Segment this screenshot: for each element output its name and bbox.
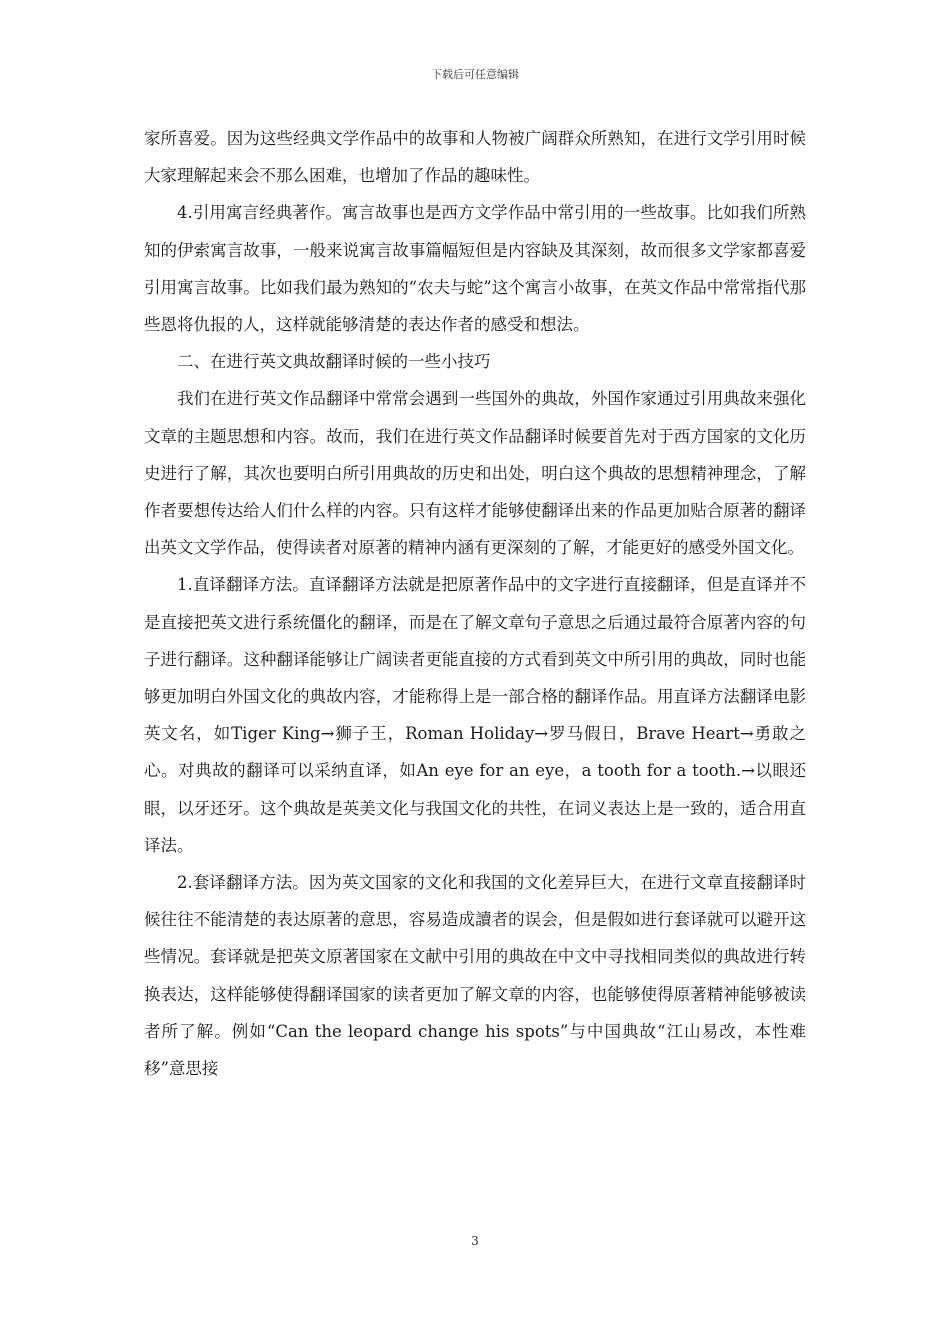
paragraph-literal-translation: 1.直译翻译方法。直译翻译方法就是把原著作品中的文字进行直接翻译，但是直译并不是直接把英文进行系统僵化的翻译，而是在了解文章句子意思之后通过最符合原著内容的句子进行翻译。这种翻译能够让广阔读者更能直接的方式看到英文中所引用的典故，同时也能够更加明白外国文化的典故内容，才能称得上是一部合格的翻译作品。用直译方法翻译电影英文名，如Tiger King→狮子王，Roman Holiday→罗马假日，Brave Heart→勇敢之心。对典故的翻译可以采纳直译，如An eye for an eye，a tooth for a tooth.→以眼还眼，以牙还牙。这个典故是英美文化与我国文化的共性，在词义表达上是一致的，适合用直译法。 xyxy=(144,575,806,855)
document-body xyxy=(144,120,806,1087)
paragraph-adaptive-translation: 2.套译翻译方法。因为英文国家的文化和我国的文化差异巨大，在进行文章直接翻译时候往往不能清楚的表达原著的意思，容易造成讀者的误会，但是假如进行套译就可以避开这些情况。套译就是把英文原著国家在文献中引用的典故在中文中寻找相同类似的典故进行转换表达，这样能够使得翻译国家的读者更加了解文章的内容，也能够使得原著精神能够被读者所了解。例如“Can the leopard change his spots”与中国典故“江山易改，本性难移”意思接 xyxy=(144,873,806,1079)
paragraph-continuation: 家所喜爱。因为这些经典文学作品中的故事和人物被广阔群众所熟知，在进行文学引用时候大家理解起来会不那么困难，也增加了作品的趣味性。 xyxy=(144,129,806,186)
paragraph-fable-works: 4.引用寓言经典著作。寓言故事也是西方文学作品中常引用的一些故事。比如我们所熟知的伊索寓言故事，一般来说寓言故事篇幅短但是内容缺及其深刻，故而很多文学家都喜爱引用寓言故事。比如我们最为熟知的“农夫与蛇”这个寓言小故事，在英文作品中常常指代那些恩将仇报的人，这样就能够清楚的表达作者的感受和想法。 xyxy=(144,203,806,335)
page-header: 下载后可任意编辑 xyxy=(431,68,519,81)
page-number: 3 xyxy=(471,1234,479,1248)
section-heading-translation-tips: 二、在进行英文典故翻译时候的一些小技巧 xyxy=(177,352,491,372)
paragraph-translation-intro: 我们在进行英文作品翻译中常常会遇到一些国外的典故，外国作家通过引用典故来强化文章的主题思想和内容。故而，我们在进行英文作品翻译时候要首先对于西方国家的文化历史进行了解，其次也要明白所引用典故的历史和出处，明白这个典故的思想精神理念，了解作者要想传达给人们什么样的内容。只有这样才能够使翻译出来的作品更加贴合原著的翻译出英文文学作品，使得读者对原著的精神内涵有更深刻的了解，才能更好的感受外国文化。 xyxy=(144,389,806,558)
